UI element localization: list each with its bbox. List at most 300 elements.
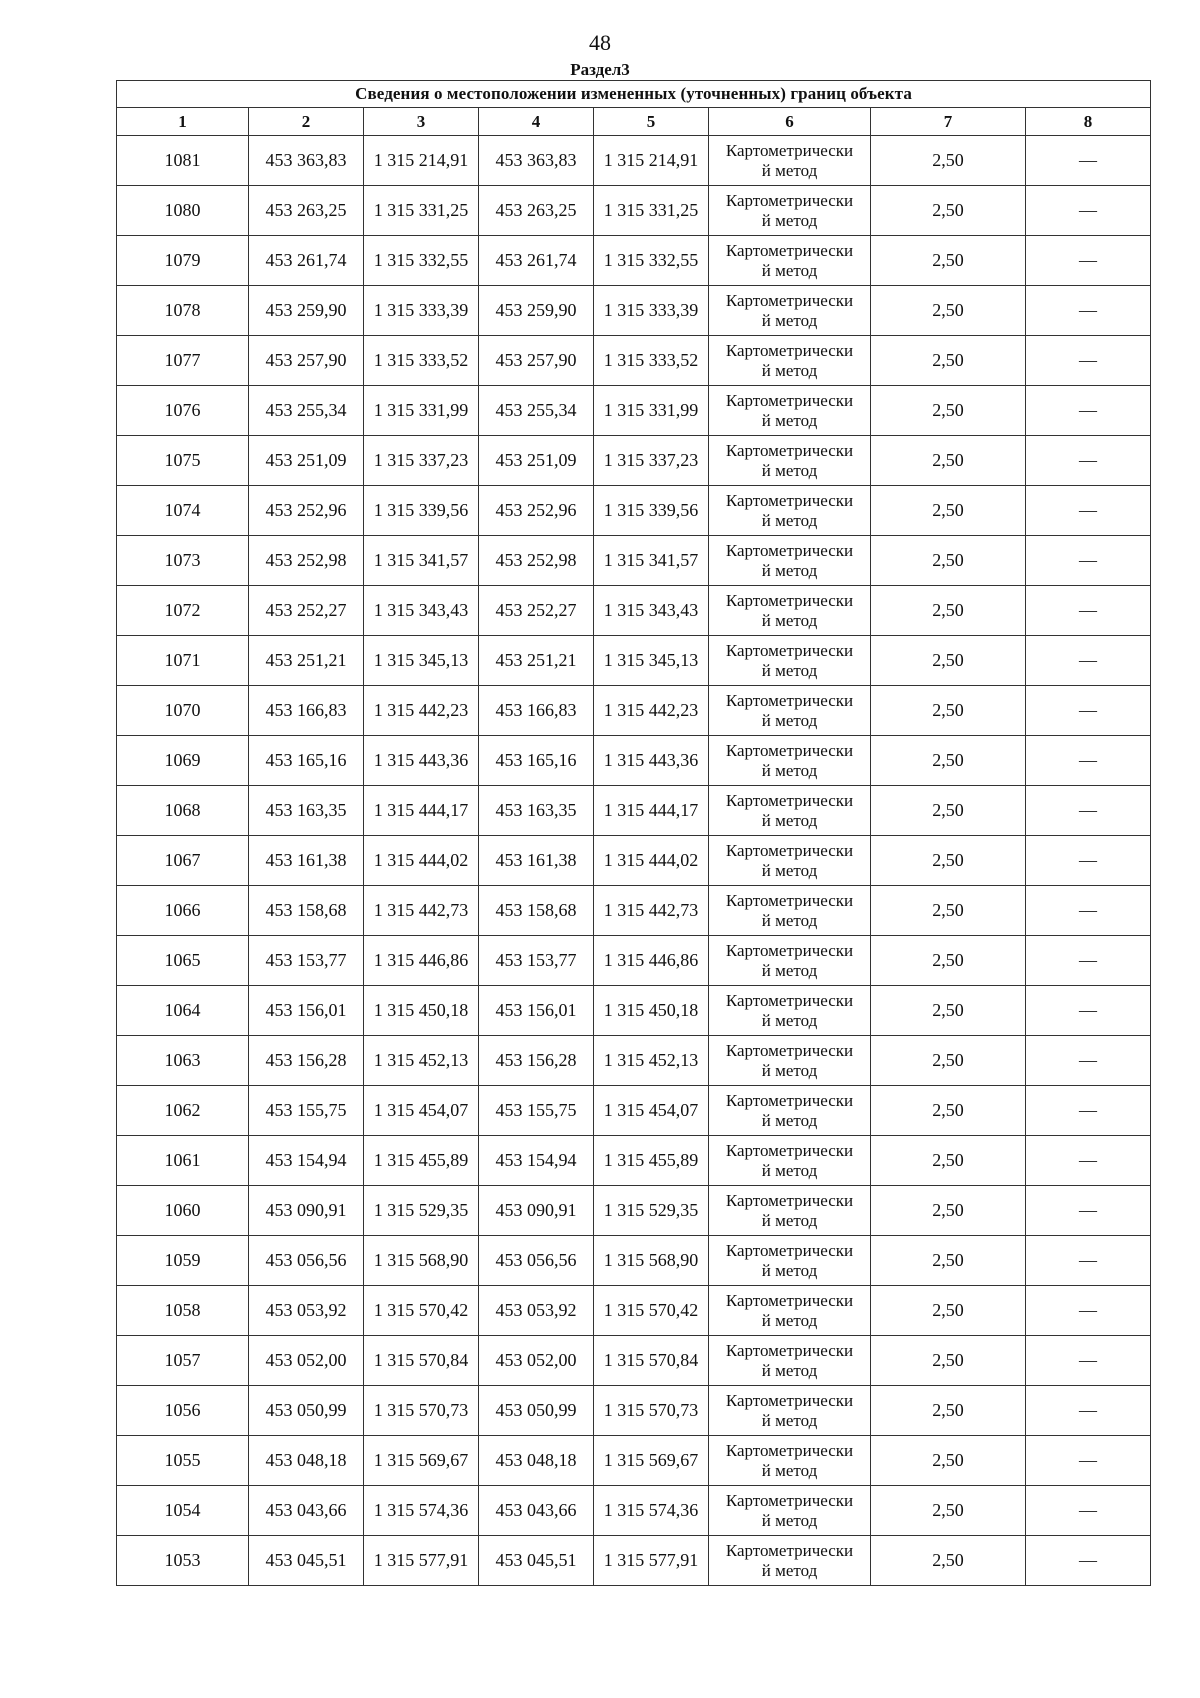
method-cell <box>709 1136 871 1186</box>
x-coordinate: 453 163,35 <box>249 786 364 836</box>
x-coordinate: 453 158,68 <box>249 886 364 936</box>
accuracy-value: 2,50 <box>871 1336 1026 1386</box>
y-coordinate-refined: 1 315 455,89 <box>594 1136 709 1186</box>
empty-value-dash: — <box>1026 136 1151 186</box>
x-coordinate: 453 056,56 <box>249 1236 364 1286</box>
method-cell <box>709 486 871 536</box>
accuracy-value: 2,50 <box>871 836 1026 886</box>
point-number: 1077 <box>117 336 249 386</box>
accuracy-value: 2,50 <box>871 1036 1026 1086</box>
point-number: 1069 <box>117 736 249 786</box>
y-coordinate-refined: 1 315 343,43 <box>594 586 709 636</box>
empty-value-dash: — <box>1026 836 1151 886</box>
method-text-line: Картометрически <box>725 840 854 860</box>
method-text-line: й метод <box>761 1010 818 1030</box>
point-number: 1063 <box>117 1036 249 1086</box>
accuracy-value: 2,50 <box>871 1286 1026 1336</box>
y-coordinate-refined: 1 315 339,56 <box>594 486 709 536</box>
point-number: 1057 <box>117 1336 249 1386</box>
method-text-line: Картометрически <box>725 790 854 810</box>
point-number: 1079 <box>117 236 249 286</box>
method-text-line: Картометрически <box>725 540 854 560</box>
x-coordinate: 453 252,96 <box>249 486 364 536</box>
point-number: 1065 <box>117 936 249 986</box>
empty-value-dash: — <box>1026 336 1151 386</box>
method-text-line: Картометрически <box>725 490 854 510</box>
accuracy-value: 2,50 <box>871 386 1026 436</box>
y-coordinate: 1 315 454,07 <box>364 1086 479 1136</box>
table-row <box>117 186 1151 236</box>
table-row <box>117 236 1151 286</box>
method-cell <box>709 1036 871 1086</box>
accuracy-value: 2,50 <box>871 786 1026 836</box>
x-coordinate: 453 153,77 <box>249 936 364 986</box>
x-coordinate: 453 166,83 <box>249 686 364 736</box>
point-number: 1055 <box>117 1436 249 1486</box>
method-text-line: й метод <box>761 1210 818 1230</box>
x-coordinate-refined: 453 056,56 <box>479 1236 594 1286</box>
x-coordinate-refined: 453 165,16 <box>479 736 594 786</box>
y-coordinate-refined: 1 315 442,73 <box>594 886 709 936</box>
x-coordinate: 453 156,01 <box>249 986 364 1036</box>
method-cell <box>709 586 871 636</box>
y-coordinate: 1 315 529,35 <box>364 1186 479 1236</box>
method-text-line: й метод <box>761 960 818 980</box>
x-coordinate-refined: 453 045,51 <box>479 1536 594 1586</box>
method-text-line: Картометрически <box>725 390 854 410</box>
empty-value-dash: — <box>1026 1136 1151 1186</box>
method-text-line: й метод <box>761 260 818 280</box>
y-coordinate: 1 315 214,91 <box>364 136 479 186</box>
column-header: 3 <box>364 108 479 136</box>
x-coordinate-refined: 453 050,99 <box>479 1386 594 1436</box>
x-coordinate-refined: 453 251,21 <box>479 636 594 686</box>
point-number: 1073 <box>117 536 249 586</box>
method-text-line: й метод <box>761 1560 818 1580</box>
y-coordinate-refined: 1 315 332,55 <box>594 236 709 286</box>
y-coordinate-refined: 1 315 214,91 <box>594 136 709 186</box>
y-coordinate-refined: 1 315 442,23 <box>594 686 709 736</box>
x-coordinate-refined: 453 255,34 <box>479 386 594 436</box>
table-row <box>117 636 1151 686</box>
method-text-line: Картометрически <box>725 1390 854 1410</box>
table-row <box>117 1336 1151 1386</box>
x-coordinate-refined: 453 053,92 <box>479 1286 594 1336</box>
column-header: 2 <box>249 108 364 136</box>
accuracy-value: 2,50 <box>871 1086 1026 1136</box>
empty-value-dash: — <box>1026 686 1151 736</box>
x-coordinate: 453 050,99 <box>249 1386 364 1436</box>
x-coordinate: 453 165,16 <box>249 736 364 786</box>
method-text-line: й метод <box>761 210 818 230</box>
empty-value-dash: — <box>1026 1036 1151 1086</box>
y-coordinate: 1 315 446,86 <box>364 936 479 986</box>
method-cell <box>709 936 871 986</box>
table-row <box>117 1136 1151 1186</box>
y-coordinate-refined: 1 315 444,02 <box>594 836 709 886</box>
method-text-line: й метод <box>761 1360 818 1380</box>
column-header: 4 <box>479 108 594 136</box>
y-coordinate-refined: 1 315 333,39 <box>594 286 709 336</box>
x-coordinate-refined: 453 259,90 <box>479 286 594 336</box>
accuracy-value: 2,50 <box>871 336 1026 386</box>
point-number: 1054 <box>117 1486 249 1536</box>
accuracy-value: 2,50 <box>871 936 1026 986</box>
x-coordinate-refined: 453 252,27 <box>479 586 594 636</box>
x-coordinate-refined: 453 263,25 <box>479 186 594 236</box>
column-header: 8 <box>1026 108 1151 136</box>
method-text-line: Картометрически <box>725 1140 854 1160</box>
method-cell <box>709 1436 871 1486</box>
method-cell <box>709 1236 871 1286</box>
empty-value-dash: — <box>1026 1436 1151 1486</box>
point-number: 1064 <box>117 986 249 1036</box>
y-coordinate: 1 315 577,91 <box>364 1536 479 1586</box>
method-text-line: й метод <box>761 1260 818 1280</box>
y-coordinate: 1 315 442,23 <box>364 686 479 736</box>
accuracy-value: 2,50 <box>871 236 1026 286</box>
x-coordinate: 453 251,21 <box>249 636 364 686</box>
y-coordinate: 1 315 444,17 <box>364 786 479 836</box>
point-number: 1072 <box>117 586 249 636</box>
method-text-line: й метод <box>761 1410 818 1430</box>
y-coordinate: 1 315 568,90 <box>364 1236 479 1286</box>
accuracy-value: 2,50 <box>871 1136 1026 1186</box>
empty-value-dash: — <box>1026 636 1151 686</box>
coordinates-table <box>116 80 1151 1586</box>
method-text-line: Картометрически <box>725 990 854 1010</box>
y-coordinate: 1 315 444,02 <box>364 836 479 886</box>
y-coordinate: 1 315 337,23 <box>364 436 479 486</box>
method-cell <box>709 436 871 486</box>
method-text-line: Картометрически <box>725 1040 854 1060</box>
point-number: 1081 <box>117 136 249 186</box>
empty-value-dash: — <box>1026 286 1151 336</box>
y-coordinate: 1 315 333,39 <box>364 286 479 336</box>
y-coordinate-refined: 1 315 450,18 <box>594 986 709 1036</box>
y-coordinate: 1 315 343,43 <box>364 586 479 636</box>
empty-value-dash: — <box>1026 436 1151 486</box>
table-header-row <box>117 108 1151 136</box>
method-text-line: й метод <box>761 160 818 180</box>
column-header: 5 <box>594 108 709 136</box>
x-coordinate-refined: 453 166,83 <box>479 686 594 736</box>
y-coordinate: 1 315 569,67 <box>364 1436 479 1486</box>
method-cell <box>709 136 871 186</box>
method-text-line: Картометрически <box>725 1190 854 1210</box>
empty-value-dash: — <box>1026 1336 1151 1386</box>
y-coordinate: 1 315 455,89 <box>364 1136 479 1186</box>
method-cell <box>709 336 871 386</box>
x-coordinate-refined: 453 251,09 <box>479 436 594 486</box>
point-number: 1066 <box>117 886 249 936</box>
method-text-line: й метод <box>761 510 818 530</box>
empty-value-dash: — <box>1026 536 1151 586</box>
method-text-line: й метод <box>761 310 818 330</box>
y-coordinate-refined: 1 315 341,57 <box>594 536 709 586</box>
method-text-line: й метод <box>761 760 818 780</box>
point-number: 1070 <box>117 686 249 736</box>
method-cell <box>709 786 871 836</box>
method-text-line: й метод <box>761 1310 818 1330</box>
y-coordinate-refined: 1 315 570,42 <box>594 1286 709 1336</box>
empty-value-dash: — <box>1026 1086 1151 1136</box>
accuracy-value: 2,50 <box>871 186 1026 236</box>
method-cell <box>709 1536 871 1586</box>
point-number: 1076 <box>117 386 249 436</box>
empty-value-dash: — <box>1026 236 1151 286</box>
method-text-line: Картометрически <box>725 590 854 610</box>
x-coordinate: 453 154,94 <box>249 1136 364 1186</box>
table-body <box>117 136 1151 1586</box>
method-text-line: Картометрически <box>725 640 854 660</box>
method-cell <box>709 686 871 736</box>
accuracy-value: 2,50 <box>871 1236 1026 1286</box>
table-caption: Сведения о местоположении измененных (уточненных) границ объекта <box>117 81 1151 108</box>
y-coordinate-refined: 1 315 577,91 <box>594 1536 709 1586</box>
accuracy-value: 2,50 <box>871 1536 1026 1586</box>
table-row <box>117 1486 1151 1536</box>
x-coordinate-refined: 453 158,68 <box>479 886 594 936</box>
empty-value-dash: — <box>1026 736 1151 786</box>
method-cell <box>709 1486 871 1536</box>
table-row <box>117 1386 1151 1436</box>
method-cell <box>709 1086 871 1136</box>
accuracy-value: 2,50 <box>871 1486 1026 1536</box>
method-text-line: Картометрически <box>725 240 854 260</box>
x-coordinate: 453 156,28 <box>249 1036 364 1086</box>
method-text-line: Картометрически <box>725 1540 854 1560</box>
y-coordinate-refined: 1 315 569,67 <box>594 1436 709 1486</box>
y-coordinate: 1 315 570,73 <box>364 1386 479 1436</box>
table-row <box>117 386 1151 436</box>
empty-value-dash: — <box>1026 886 1151 936</box>
empty-value-dash: — <box>1026 986 1151 1036</box>
x-coordinate: 453 261,74 <box>249 236 364 286</box>
column-header: 7 <box>871 108 1026 136</box>
method-text-line: й метод <box>761 1060 818 1080</box>
x-coordinate-refined: 453 163,35 <box>479 786 594 836</box>
empty-value-dash: — <box>1026 1186 1151 1236</box>
method-text-line: й метод <box>761 360 818 380</box>
empty-value-dash: — <box>1026 1536 1151 1586</box>
x-coordinate: 453 363,83 <box>249 136 364 186</box>
empty-value-dash: — <box>1026 1486 1151 1536</box>
method-cell <box>709 836 871 886</box>
method-text-line: й метод <box>761 460 818 480</box>
y-coordinate-refined: 1 315 337,23 <box>594 436 709 486</box>
method-text-line: Картометрически <box>725 1290 854 1310</box>
y-coordinate-refined: 1 315 444,17 <box>594 786 709 836</box>
empty-value-dash: — <box>1026 186 1151 236</box>
point-number: 1074 <box>117 486 249 536</box>
y-coordinate-refined: 1 315 345,13 <box>594 636 709 686</box>
accuracy-value: 2,50 <box>871 286 1026 336</box>
x-coordinate: 453 255,34 <box>249 386 364 436</box>
method-cell <box>709 286 871 336</box>
x-coordinate-refined: 453 048,18 <box>479 1436 594 1486</box>
y-coordinate-refined: 1 315 574,36 <box>594 1486 709 1536</box>
column-header: 1 <box>117 108 249 136</box>
method-text-line: й метод <box>761 710 818 730</box>
x-coordinate: 453 252,98 <box>249 536 364 586</box>
page-number: 48 <box>589 30 611 55</box>
y-coordinate: 1 315 341,57 <box>364 536 479 586</box>
x-coordinate: 453 090,91 <box>249 1186 364 1236</box>
method-cell <box>709 636 871 686</box>
method-text-line: й метод <box>761 660 818 680</box>
point-number: 1060 <box>117 1186 249 1236</box>
empty-value-dash: — <box>1026 486 1151 536</box>
table-row <box>117 1086 1151 1136</box>
method-cell <box>709 886 871 936</box>
accuracy-value: 2,50 <box>871 736 1026 786</box>
point-number: 1056 <box>117 1386 249 1436</box>
y-coordinate: 1 315 574,36 <box>364 1486 479 1536</box>
table-row <box>117 836 1151 886</box>
x-coordinate-refined: 453 252,98 <box>479 536 594 586</box>
y-coordinate: 1 315 331,25 <box>364 186 479 236</box>
point-number: 1080 <box>117 186 249 236</box>
accuracy-value: 2,50 <box>871 886 1026 936</box>
table-row <box>117 786 1151 836</box>
method-text-line: Картометрически <box>725 1090 854 1110</box>
x-coordinate-refined: 453 153,77 <box>479 936 594 986</box>
y-coordinate: 1 315 333,52 <box>364 336 479 386</box>
y-coordinate: 1 315 442,73 <box>364 886 479 936</box>
table-row <box>117 1236 1151 1286</box>
accuracy-value: 2,50 <box>871 436 1026 486</box>
y-coordinate-refined: 1 315 568,90 <box>594 1236 709 1286</box>
method-cell <box>709 186 871 236</box>
point-number: 1071 <box>117 636 249 686</box>
table-row <box>117 586 1151 636</box>
method-text-line: Картометрически <box>725 940 854 960</box>
x-coordinate-refined: 453 161,38 <box>479 836 594 886</box>
x-coordinate-refined: 453 156,28 <box>479 1036 594 1086</box>
table-row <box>117 1036 1151 1086</box>
method-text-line: й метод <box>761 610 818 630</box>
method-text-line: Картометрически <box>725 140 854 160</box>
point-number: 1078 <box>117 286 249 336</box>
x-coordinate-refined: 453 252,96 <box>479 486 594 536</box>
empty-value-dash: — <box>1026 386 1151 436</box>
x-coordinate: 453 045,51 <box>249 1536 364 1586</box>
empty-value-dash: — <box>1026 586 1151 636</box>
method-text-line: й метод <box>761 1160 818 1180</box>
x-coordinate-refined: 453 156,01 <box>479 986 594 1036</box>
method-text-line: й метод <box>761 910 818 930</box>
accuracy-value: 2,50 <box>871 686 1026 736</box>
method-cell <box>709 1186 871 1236</box>
table-row <box>117 336 1151 386</box>
method-cell <box>709 986 871 1036</box>
table-row <box>117 1286 1151 1336</box>
y-coordinate-refined: 1 315 443,36 <box>594 736 709 786</box>
accuracy-value: 2,50 <box>871 486 1026 536</box>
method-text-line: Картометрически <box>725 740 854 760</box>
y-coordinate-refined: 1 315 452,13 <box>594 1036 709 1086</box>
table-row <box>117 1536 1151 1586</box>
table-row <box>117 686 1151 736</box>
accuracy-value: 2,50 <box>871 136 1026 186</box>
x-coordinate: 453 259,90 <box>249 286 364 336</box>
point-number: 1061 <box>117 1136 249 1186</box>
y-coordinate: 1 315 570,84 <box>364 1336 479 1386</box>
x-coordinate: 453 251,09 <box>249 436 364 486</box>
method-text-line: Картометрически <box>725 1240 854 1260</box>
table-row <box>117 936 1151 986</box>
accuracy-value: 2,50 <box>871 1436 1026 1486</box>
y-coordinate-refined: 1 315 454,07 <box>594 1086 709 1136</box>
method-text-line: Картометрически <box>725 340 854 360</box>
table-row <box>117 436 1151 486</box>
method-text-line: Картометрически <box>725 1440 854 1460</box>
x-coordinate-refined: 453 043,66 <box>479 1486 594 1536</box>
method-text-line: Картометрически <box>725 890 854 910</box>
method-cell <box>709 386 871 436</box>
method-text-line: Картометрически <box>725 1490 854 1510</box>
table-row <box>117 736 1151 786</box>
table-row <box>117 886 1151 936</box>
method-cell <box>709 536 871 586</box>
method-text-line: й метод <box>761 860 818 880</box>
empty-value-dash: — <box>1026 1386 1151 1436</box>
point-number: 1075 <box>117 436 249 486</box>
x-coordinate: 453 155,75 <box>249 1086 364 1136</box>
x-coordinate: 453 048,18 <box>249 1436 364 1486</box>
method-text-line: й метод <box>761 810 818 830</box>
method-text-line: й метод <box>761 1510 818 1530</box>
x-coordinate: 453 257,90 <box>249 336 364 386</box>
x-coordinate-refined: 453 155,75 <box>479 1086 594 1136</box>
empty-value-dash: — <box>1026 936 1151 986</box>
y-coordinate: 1 315 345,13 <box>364 636 479 686</box>
point-number: 1059 <box>117 1236 249 1286</box>
y-coordinate-refined: 1 315 570,73 <box>594 1386 709 1436</box>
table-row <box>117 1186 1151 1236</box>
table-row <box>117 536 1151 586</box>
method-text-line: й метод <box>761 560 818 580</box>
accuracy-value: 2,50 <box>871 536 1026 586</box>
method-text-line: Картометрически <box>725 690 854 710</box>
y-coordinate-refined: 1 315 333,52 <box>594 336 709 386</box>
method-cell <box>709 236 871 286</box>
x-coordinate-refined: 453 257,90 <box>479 336 594 386</box>
y-coordinate-refined: 1 315 331,25 <box>594 186 709 236</box>
method-text-line: й метод <box>761 410 818 430</box>
y-coordinate: 1 315 332,55 <box>364 236 479 286</box>
y-coordinate-refined: 1 315 446,86 <box>594 936 709 986</box>
method-text-line: Картометрически <box>725 290 854 310</box>
point-number: 1067 <box>117 836 249 886</box>
x-coordinate: 453 043,66 <box>249 1486 364 1536</box>
method-text-line: Картометрически <box>725 1340 854 1360</box>
table-row <box>117 486 1151 536</box>
x-coordinate-refined: 453 090,91 <box>479 1186 594 1236</box>
method-cell <box>709 736 871 786</box>
y-coordinate-refined: 1 315 529,35 <box>594 1186 709 1236</box>
x-coordinate: 453 263,25 <box>249 186 364 236</box>
accuracy-value: 2,50 <box>871 586 1026 636</box>
point-number: 1053 <box>117 1536 249 1586</box>
x-coordinate-refined: 453 363,83 <box>479 136 594 186</box>
x-coordinate: 453 252,27 <box>249 586 364 636</box>
table-row <box>117 286 1151 336</box>
y-coordinate: 1 315 443,36 <box>364 736 479 786</box>
method-text-line: й метод <box>761 1460 818 1480</box>
accuracy-value: 2,50 <box>871 1186 1026 1236</box>
